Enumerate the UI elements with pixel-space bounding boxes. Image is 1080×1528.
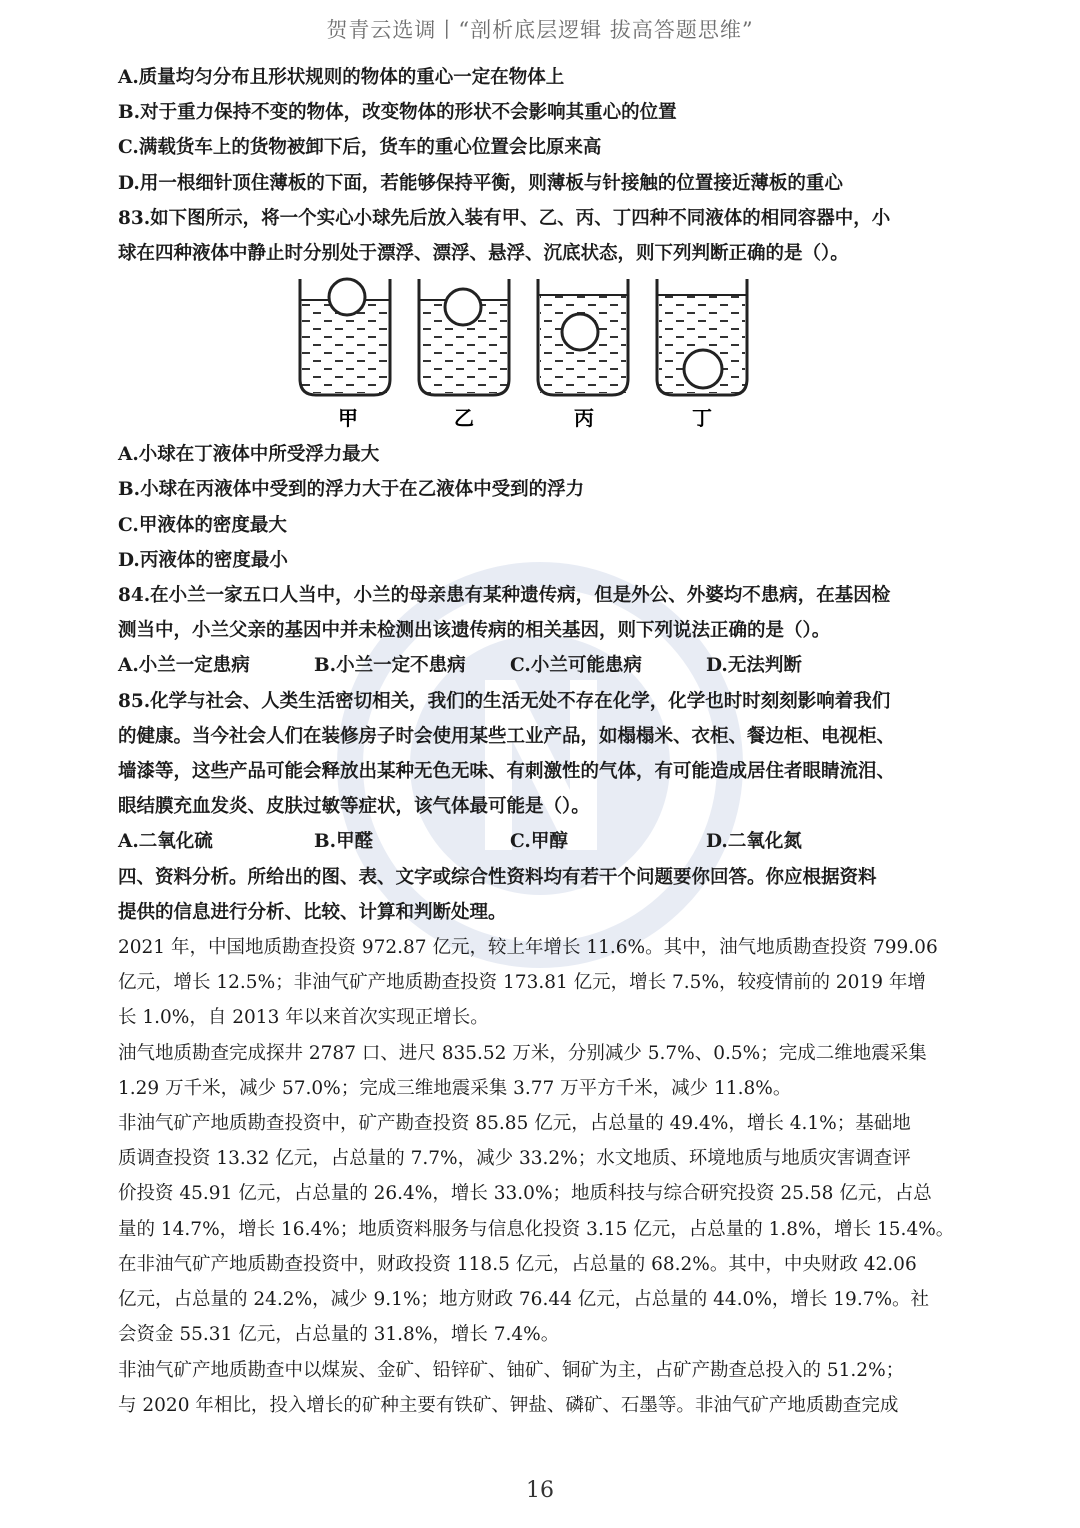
q85-stem-line: 的健康。当今社会人们在装修房子时会使用某些工业产品，如榻榻米、衣柜、餐边柜、电视柜、 bbox=[118, 725, 896, 747]
label-yi: 乙 bbox=[454, 406, 474, 431]
material-line: 非油气矿产地质勘查中以煤炭、金矿、铅锌矿、铀矿、铜矿为主，占矿产勘查总投入的 51.2%； bbox=[118, 1359, 905, 1381]
q85-option-d: D.二氧化氮 bbox=[706, 831, 802, 853]
section-heading: 四、资料分析。所给出的图、表、文字或综合性资料均有若干个问题要你回答。你应根据资料 bbox=[118, 866, 877, 888]
beaker-yi bbox=[419, 279, 509, 395]
material-line: 亿元，增长 12.5%；非油气矿产地质勘查投资 173.81 亿元，增长 7.5%，较疫情前的 2019 年增 bbox=[118, 972, 926, 994]
q83-stem-line: 球在四种液体中静止时分别处于漂浮、漂浮、悬浮、沉底状态，则下列判断正确的是（）。 bbox=[118, 243, 849, 265]
material-line: 与 2020 年相比，投入增长的矿种主要有铁矿、钾盐、磷矿、石墨等。非油气矿产地质勘查完成 bbox=[118, 1394, 899, 1416]
material-line: 价投资 45.91 亿元，占总量的 26.4%，增长 33.0%；地质科技与综合研究投资 25.58 亿元，占总 bbox=[118, 1183, 932, 1205]
page-header: 贺青云选调丨“剖析底层逻辑 拔高答题思维” bbox=[326, 18, 754, 42]
material-line: 亿元，占总量的 24.2%，减少 9.1%；地方财政 76.44 亿元，占总量的 44.0%，增长 19.7%。社 bbox=[118, 1289, 930, 1311]
ball-bing bbox=[562, 314, 598, 350]
page-number: 16 bbox=[526, 1478, 554, 1503]
q85-stem-line: 85.化学与社会、人类生活密切相关，我们的生活无处不存在化学，化学也时时刻刻影响着我们 bbox=[118, 690, 891, 712]
q83-option-d: D.丙液体的密度最小 bbox=[118, 549, 288, 571]
q84-option-c: C.小兰可能患病 bbox=[510, 655, 642, 677]
q84-option-a: A.小兰一定患病 bbox=[118, 655, 250, 677]
q85-stem-line: 眼结膜充血发炎、皮肤过敏等症状，该气体最可能是（）。 bbox=[118, 796, 590, 818]
beaker-bing bbox=[538, 279, 628, 395]
buoyancy-figure bbox=[118, 275, 968, 435]
beakers-diagram bbox=[288, 275, 888, 435]
q82-option-a: A.质量均匀分布且形状规则的物体的重心一定在物体上 bbox=[118, 67, 565, 88]
q82-option-c: C.满载货车上的货物被卸下后，货车的重心位置会比原来高 bbox=[118, 137, 602, 159]
q82-option-d: D.用一根细针顶住薄板的下面，若能够保持平衡，则薄板与针接触的位置接近薄板的重心 bbox=[118, 172, 843, 194]
label-ding: 丁 bbox=[692, 406, 712, 431]
document-body bbox=[118, 60, 968, 1423]
q84-stem-line: 测当中，小兰父亲的基因中并未检测出该遗传病的相关基因，则下列说法正确的是（）。 bbox=[118, 620, 831, 642]
label-jia: 甲 bbox=[338, 406, 358, 431]
q85-stem-line: 墙漆等，这些产品可能会释放出某种无色无味、有刺激性的气体，有可能造成居住者眼睛流泪、 bbox=[118, 761, 896, 783]
beaker-ding bbox=[657, 279, 747, 395]
label-bing: 丙 bbox=[574, 406, 594, 431]
material-line: 长 1.0%，自 2013 年以来首次实现正增长。 bbox=[118, 1007, 489, 1029]
ball-ding bbox=[684, 350, 722, 388]
ball-jia bbox=[329, 279, 365, 315]
material-line: 非油气矿产地质勘查投资中，矿产勘查投资 85.85 亿元，占总量的 49.4%，增长 4.1%；基础地 bbox=[118, 1113, 911, 1135]
beaker-jia bbox=[300, 279, 390, 395]
q85-option-a: A.二氧化硫 bbox=[118, 831, 213, 853]
material-line: 2021 年，中国地质勘查投资 972.87 亿元，较上年增长 11.6%。其中，油气地质勘查投资 799.06 bbox=[118, 937, 938, 959]
q84-options bbox=[118, 648, 968, 683]
material-line: 量的 14.7%，增长 16.4%；地质资料服务与信息化投资 3.15 亿元，占总量的 1.8%，增长 15.4%。 bbox=[118, 1218, 955, 1240]
q83-stem-line: 83.如下图所示，将一个实心小球先后放入装有甲、乙、丙、丁四种不同液体的相同容器中，小 bbox=[118, 207, 891, 229]
q84-option-d: D.无法判断 bbox=[706, 655, 802, 677]
q85-option-c: C.甲醇 bbox=[510, 831, 568, 853]
ball-yi bbox=[445, 289, 481, 325]
section-heading: 提供的信息进行分析、比较、计算和判断处理。 bbox=[118, 901, 507, 923]
q85-option-b: B.甲醛 bbox=[314, 831, 374, 853]
q84-stem-line: 84.在小兰一家五口人当中，小兰的母亲患有某种遗传病，但是外公、外婆均不患病，在基因检 bbox=[118, 585, 891, 607]
material-line: 1.29 万千米，减少 57.0%；完成三维地震采集 3.77 万平方千米，减少 11.8%。 bbox=[118, 1077, 792, 1099]
material-text bbox=[118, 930, 968, 1423]
material-line: 在非油气矿产地质勘查投资中，财政投资 118.5 亿元，占总量的 68.2%。其中，中央财政 42.06 bbox=[118, 1253, 917, 1275]
q84-option-b: B.小兰一定不患病 bbox=[314, 655, 466, 677]
material-line: 会资金 55.31 亿元，占总量的 31.8%，增长 7.4%。 bbox=[118, 1324, 560, 1346]
q85-options bbox=[118, 824, 968, 859]
material-line: 质调查投资 13.32 亿元，占总量的 7.7%，减少 33.2%；水文地质、环境地质与地质灾害调查评 bbox=[118, 1148, 911, 1170]
q82-option-b: B.对于重力保持不变的物体，改变物体的形状不会影响其重心的位置 bbox=[118, 102, 677, 124]
q83-option-a: A.小球在丁液体中所受浮力最大 bbox=[118, 444, 380, 466]
q83-option-c: C.甲液体的密度最大 bbox=[118, 514, 287, 536]
material-line: 油气地质勘查完成探井 2787 口、进尺 835.52 万米，分别减少 5.7%、0.5%；完成二维地震采集 bbox=[118, 1042, 927, 1064]
q83-option-b: B.小球在丙液体中受到的浮力大于在乙液体中受到的浮力 bbox=[118, 479, 585, 501]
